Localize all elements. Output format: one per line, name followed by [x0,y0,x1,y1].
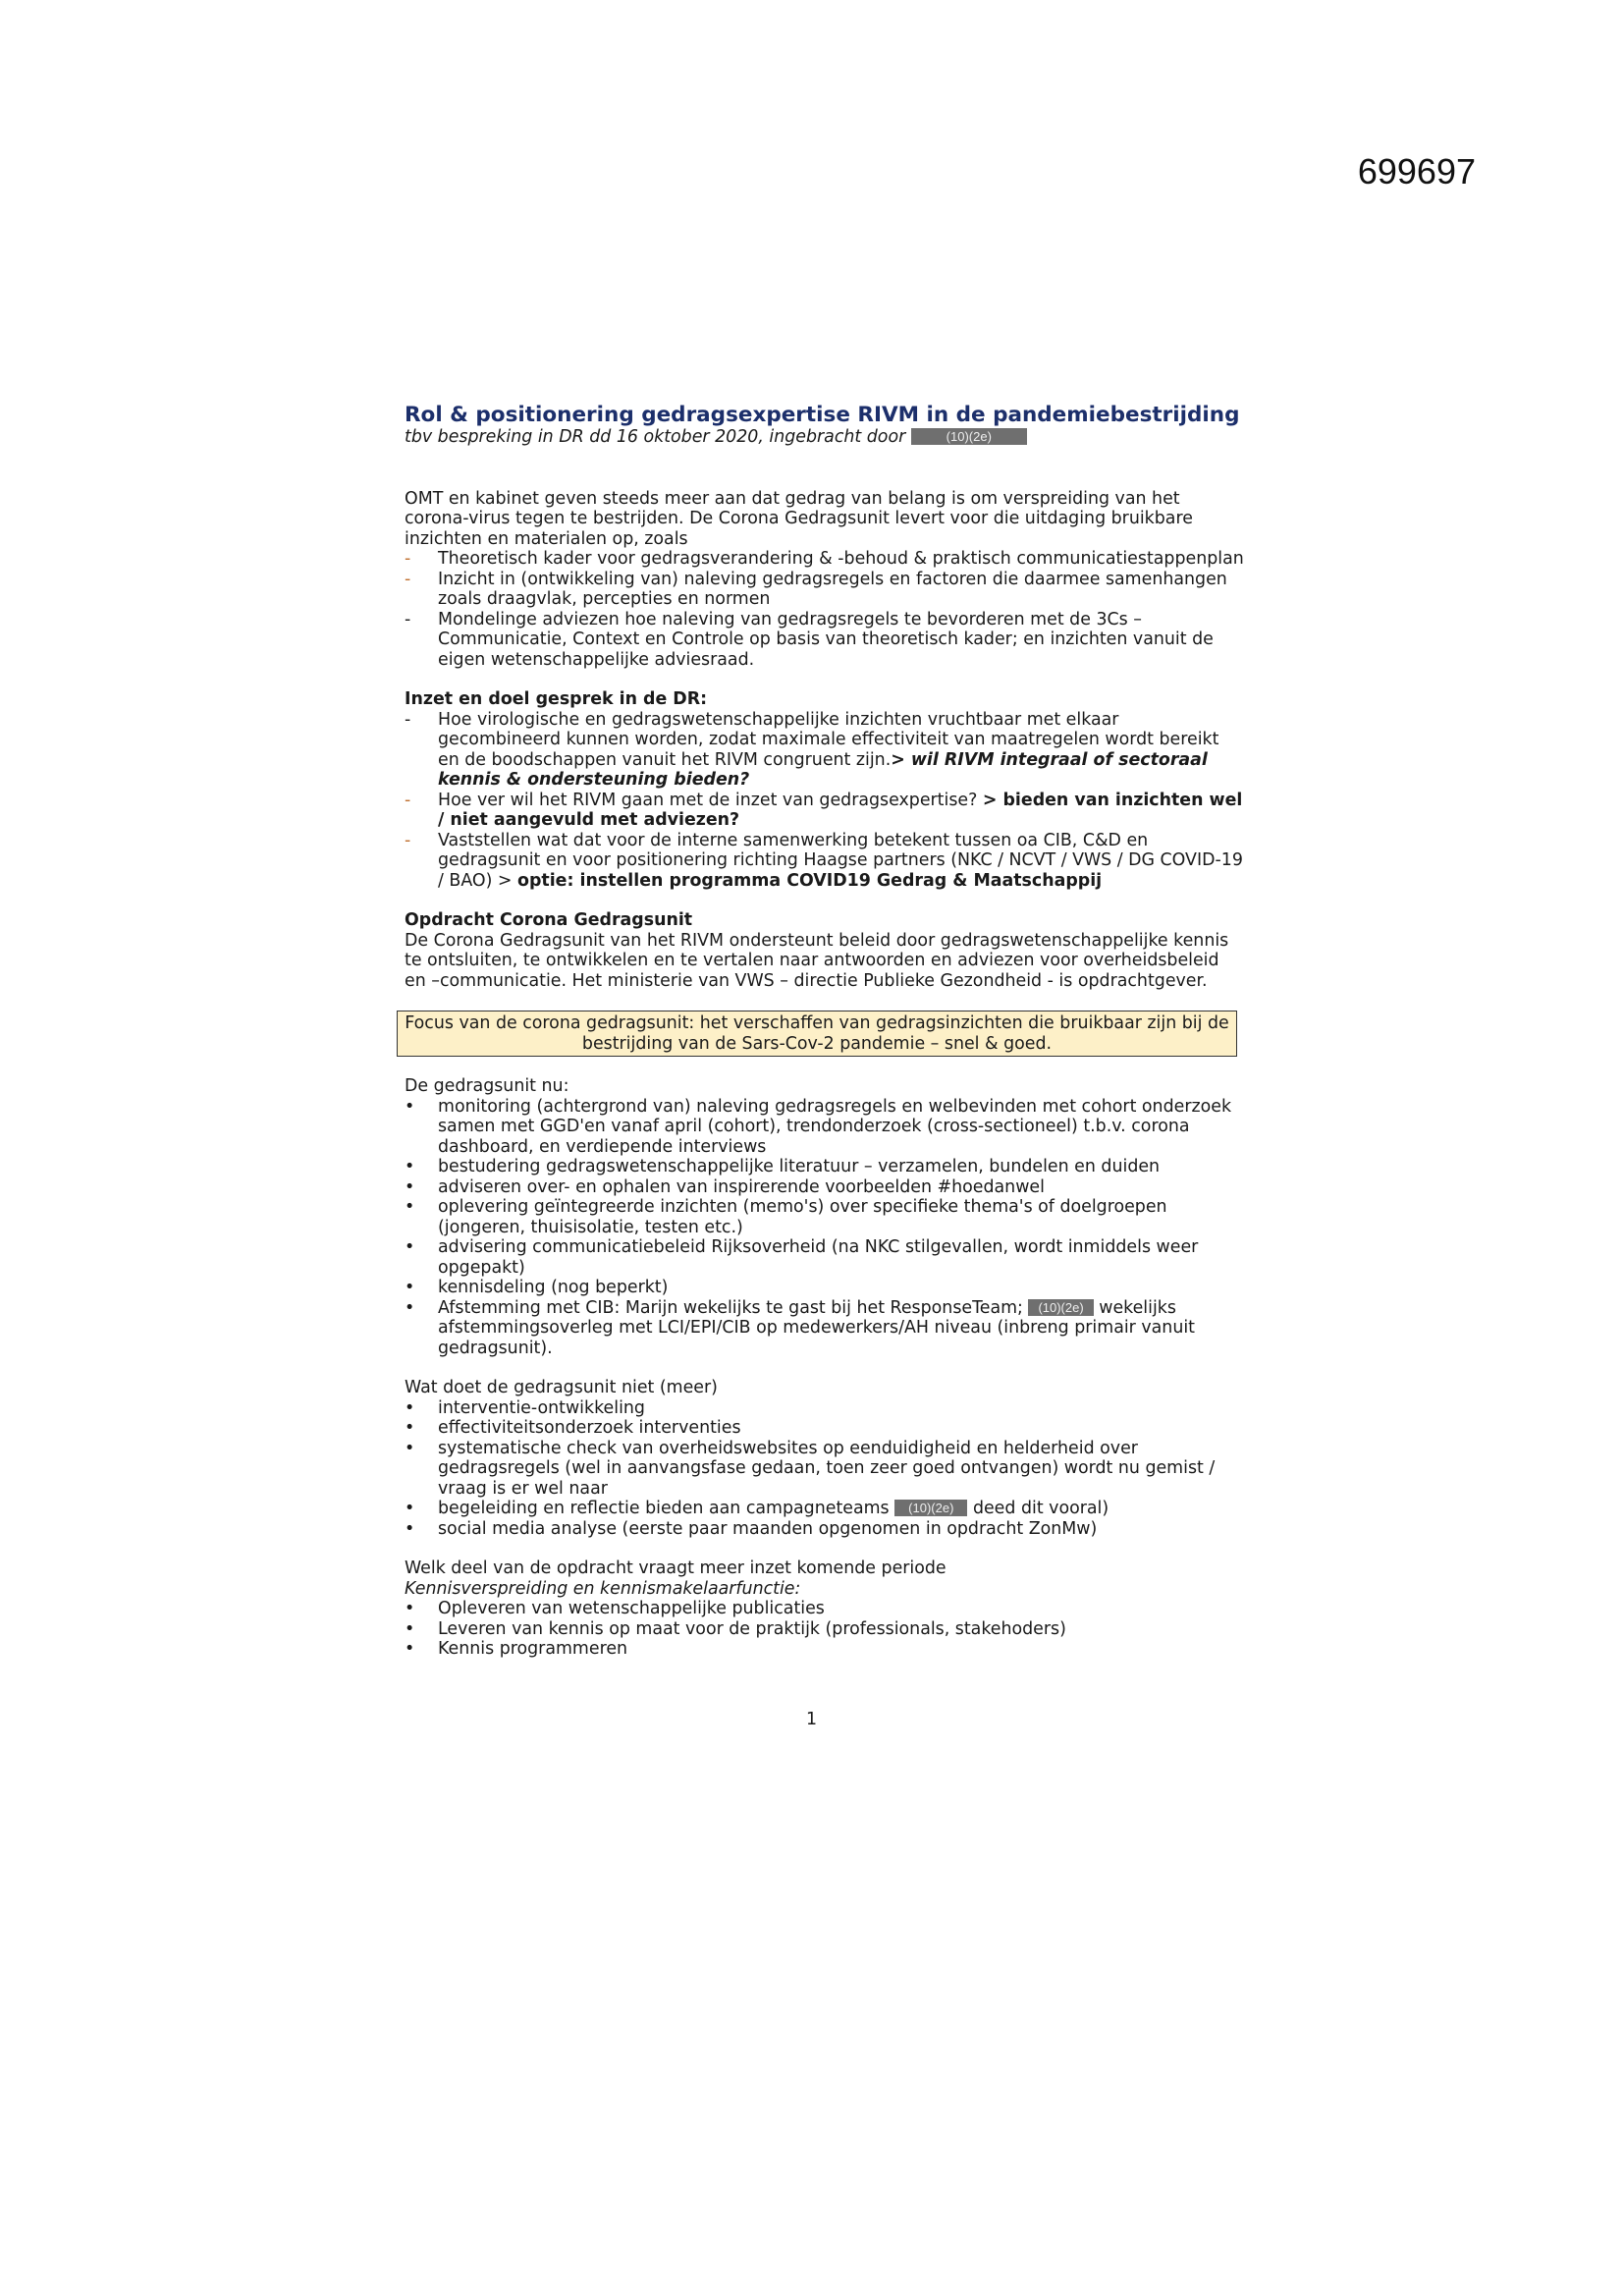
list-item-text: effectiviteitsonderzoek interventies [438,1418,741,1438]
meer-heading: Welk deel van de opdracht vraagt meer inzet komende periode [405,1558,947,1578]
intro-list [405,549,1244,670]
subtitle-text: tbv bespreking in DR dd 16 oktober 2020, ingebracht door [405,427,906,447]
list-item-text: Hoe virologische en gedragswetenschappelijke inzichten vruchtbaar met elkaar gecombineerd kunnen worden, zodat maximale effectiviteit van maatregelen wordt bereikt en de boodschappen vanuit het RIVM congruent zijn. [438,709,1219,770]
bullet-marker: • [405,1157,415,1176]
list-item-text: systematische check van overheidswebsites op eenduidigheid en helderheid over gedragsregels (wel in aanvangsfase gedaan, toen zeer goed ontvangen) wordt nu gemist / vraag is er wel naar [438,1438,1216,1499]
list-item-text: Kennis programmeren [438,1639,628,1659]
dash-marker: - [405,830,411,850]
list-item [405,1278,1244,1298]
bullet-marker: • [405,1618,415,1639]
list-item [405,1639,1244,1660]
list-item-emphasis: > wil RIVM integraal of sectoraal kennis & ondersteuning bieden? [438,749,1208,790]
list-item [405,1298,1244,1359]
list-item-text: Leveren van kennis op maat voor de praktijk (professionals, stakehoders) [438,1618,1066,1639]
meer-list [405,1599,1244,1660]
niet-section [405,1378,1244,1539]
intro-text: OMT en kabinet geven steeds meer aan dat gedrag van belang is om verspreiding van het corona-virus tegen te bestrijden. De Corona Gedragsunit levert voor die uitdaging bruikbare inzichten en materialen op, zoals [405,488,1193,549]
list-item [405,1599,1244,1619]
opdracht-text: De Corona Gedragsunit van het RIVM ondersteunt beleid door gedragswetenschappelijke kennis te ontsluiten, te ontwikkelen en te vertalen naar antwoorden en adviezen voor overheidsbeleid en –communicatie. Het ministerie van VWS – directie Publieke Gezondheid - is opdrachtgever. [405,930,1229,991]
subtitle [405,427,1244,448]
list-item-text: bestudering gedragswetenschappelijke literatuur – verzamelen, bundelen en duiden [438,1157,1161,1176]
intro-section [405,489,1244,671]
list-item [405,710,1244,791]
redaction-block: (10)(2e) [1028,1299,1093,1316]
list-item-text: Mondelinge adviezen hoe naleving van gedragsregels te bevorderen met de 3Cs – Communicatie, Context en Controle op basis van theoretisch kader; en inzichten vanuit de eigen wetenschappelijke adviesraad. [438,609,1214,670]
list-item-text: advisering communicatiebeleid Rijksoverheid (na NKC stilgevallen, wordt inmiddels weer opgepakt) [438,1237,1199,1278]
page-title: Rol & positionering gedragsexpertise RIVM in de pandemiebestrijding [405,403,1240,427]
list-item [405,791,1244,831]
bullet-marker: • [405,1297,415,1318]
bullet-marker: • [405,1438,415,1458]
bullet-marker: • [405,1237,415,1257]
niet-list [405,1398,1244,1540]
niet-heading: Wat doet de gedragsunit niet (meer) [405,1378,718,1397]
list-item-text: oplevering geïntegreerde inzichten (memo's) over specifieke thema's of doelgroepen (jongeren, thuisisolatie, testen etc.) [438,1197,1167,1237]
focus-box: Focus van de corona gedragsunit: het verschaffen van gedragsinzichten die bruikbaar zijn bij de bestrijding van de Sars-Cov-2 pandemie – snel & goed. [397,1011,1237,1057]
bullet-marker: • [405,1096,415,1117]
list-item-text: begeleiding en reflectie bieden aan campagneteams [438,1499,890,1518]
list-item-emphasis: optie: instellen programma COVID19 Gedrag & Maatschappij [517,870,1103,891]
list-item-text: deed dit vooral) [972,1499,1109,1518]
list-item-text: Theoretisch kader voor gedragsverandering & -behoud & praktisch communicatiestappenplan [438,549,1244,569]
list-item-text: Vaststellen wat dat voor de interne samenwerking betekent tussen oa CIB, C&D en gedragsunit en voor positionering richting Haagse partners (NKC / NCVT / VWS / DG COVID-19 / BAO) > [438,830,1243,891]
meer-subheading: Kennisverspreiding en kennismakelaarfunctie: [405,1578,801,1599]
list-item-text: Afstemming met CIB: Marijn wekelijks te gast bij het ResponseTeam; [438,1297,1023,1318]
list-item [405,1398,1244,1419]
list-item-text: Inzicht in (ontwikkeling van) naleving gedragsregels en factoren die daarmee samenhangen zoals draagvlak, percepties en normen [438,569,1227,609]
bullet-marker: • [405,1278,415,1297]
inzet-section [405,689,1244,891]
redaction-block: (10)(2e) [894,1500,967,1516]
dash-marker: - [405,609,411,629]
list-item [405,1439,1244,1500]
bullet-marker: • [405,1397,415,1418]
inzet-list [405,710,1244,892]
bullet-marker: • [405,1176,415,1197]
list-item [405,1519,1244,1540]
list-item [405,549,1244,570]
page-number: 1 [805,1710,818,1729]
list-item [405,1177,1244,1198]
redaction-block: (10)(2e) [911,428,1027,445]
list-item-text: Opleveren van wetenschappelijke publicaties [438,1599,825,1618]
nu-heading: De gedragsunit nu: [405,1076,569,1096]
list-item-text: adviseren over- en ophalen van inspirerende voorbeelden #hoedanwel [438,1176,1045,1197]
list-item-text: Hoe ver wil het RIVM gaan met de inzet van gedragsexpertise? [438,790,978,810]
list-item [405,831,1244,892]
bullet-marker: • [405,1599,415,1618]
opdracht-section [405,910,1244,991]
bullet-marker: • [405,1639,415,1659]
dash-marker: - [405,790,411,810]
list-item-text: interventie-ontwikkeling [438,1397,645,1418]
list-item-text: social media analyse (eerste paar maanden opgenomen in opdracht ZonMw) [438,1518,1098,1539]
list-item [405,1097,1244,1158]
list-item [405,1237,1244,1278]
dash-marker: - [405,709,411,730]
bullet-marker: • [405,1418,415,1438]
list-item [405,1499,1244,1519]
list-item [405,1418,1244,1439]
list-item-text: monitoring (achtergrond van) naleving gedragsregels en welbevinden met cohort onderzoek samen met GGD'en vanaf april (cohort), trendonderzoek (cross-sectioneel) t.b.v. corona dashboard, en verdiepende interviews [438,1096,1232,1157]
list-item [405,610,1244,671]
nu-section [405,1076,1244,1358]
list-item [405,570,1244,610]
list-item-text: kennisdeling (nog beperkt) [438,1278,669,1297]
bullet-marker: • [405,1499,415,1518]
list-item [405,1619,1244,1640]
dash-marker: - [405,549,411,569]
list-item [405,1197,1244,1237]
inzet-heading: Inzet en doel gesprek in de DR: [405,689,708,709]
dash-marker: - [405,569,411,589]
list-item [405,1157,1244,1177]
list-item-text: wekelijks afstemmingsoverleg met LCI/EPI/CIB op medewerkers/AH niveau (inbreng primair vanuit gedragsunit). [438,1297,1196,1358]
bullet-marker: • [405,1518,415,1539]
document-body [405,403,1244,1660]
opdracht-heading: Opdracht Corona Gedragsunit [405,910,693,930]
bullet-marker: • [405,1197,415,1217]
list-item-emphasis: > bieden van inzichten wel / niet aangevuld met adviezen? [438,790,1243,830]
document-id: 699697 [1357,151,1476,191]
meer-section [405,1558,1244,1660]
nu-list [405,1097,1244,1359]
